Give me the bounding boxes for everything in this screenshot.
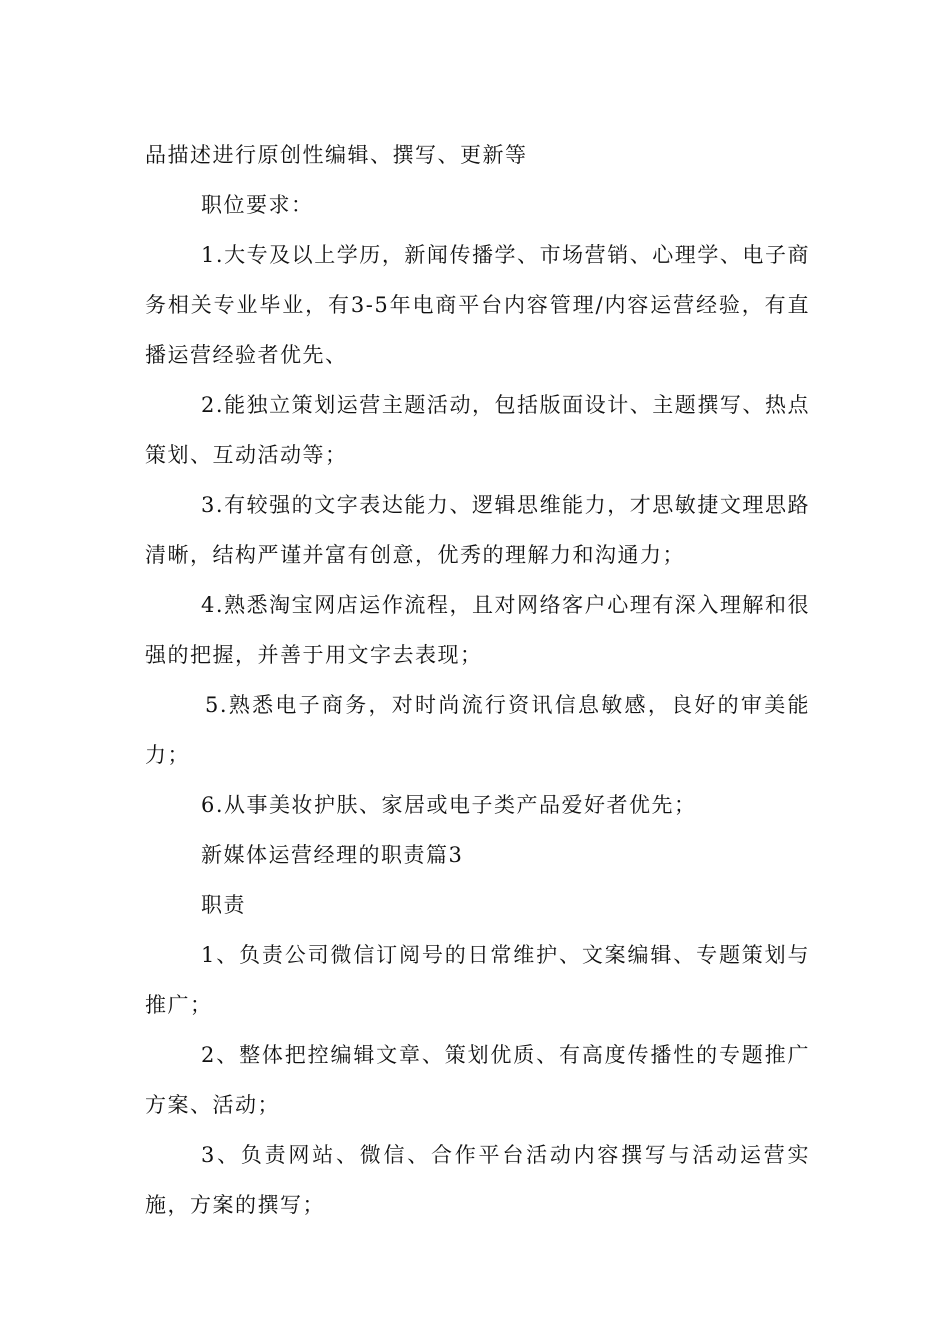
section-heading-duties: 职责 xyxy=(201,893,246,917)
document-body xyxy=(145,130,810,1230)
requirement-item-6: 6.从事美妆护肤、家居或电子类产品爱好者优先； xyxy=(201,793,697,817)
article-title: 新媒体运营经理的职责篇3 xyxy=(201,843,464,867)
requirement-item-2: 2.能独立策划运营主题活动，包括版面设计、主题撰写、热点策划、互动活动等； xyxy=(145,393,810,467)
requirement-item-3: 3.有较强的文字表达能力、逻辑思维能力，才思敏捷文理思路清晰，结构严谨并富有创意，优秀的理解力和沟通力； xyxy=(145,493,810,567)
paragraph-continuation: 品描述进行原创性编辑、撰写、更新等 xyxy=(145,143,528,167)
duty-item-1: 1、负责公司微信订阅号的日常维护、文案编辑、专题策划与推广； xyxy=(145,943,810,1017)
requirement-item-4: 4.熟悉淘宝网店运作流程，且对网络客户心理有深入理解和很强的把握，并善于用文字去表现； xyxy=(145,593,810,667)
section-heading-requirements: 职位要求： xyxy=(201,193,314,217)
duty-item-2: 2、整体把控编辑文章、策划优质、有高度传播性的专题推广方案、活动； xyxy=(145,1043,810,1117)
duty-item-3: 3、负责网站、微信、合作平台活动内容撰写与活动运营实施，方案的撰写； xyxy=(145,1143,810,1217)
requirement-item-1: 1.大专及以上学历，新闻传播学、市场营销、心理学、电子商务相关专业毕业，有3-5年电商平台内容管理/内容运营经验，有直播运营经验者优先、 xyxy=(145,243,810,367)
requirement-item-5: 5.熟悉电子商务，对时尚流行资讯信息敏感，良好的审美能力； xyxy=(145,693,810,767)
